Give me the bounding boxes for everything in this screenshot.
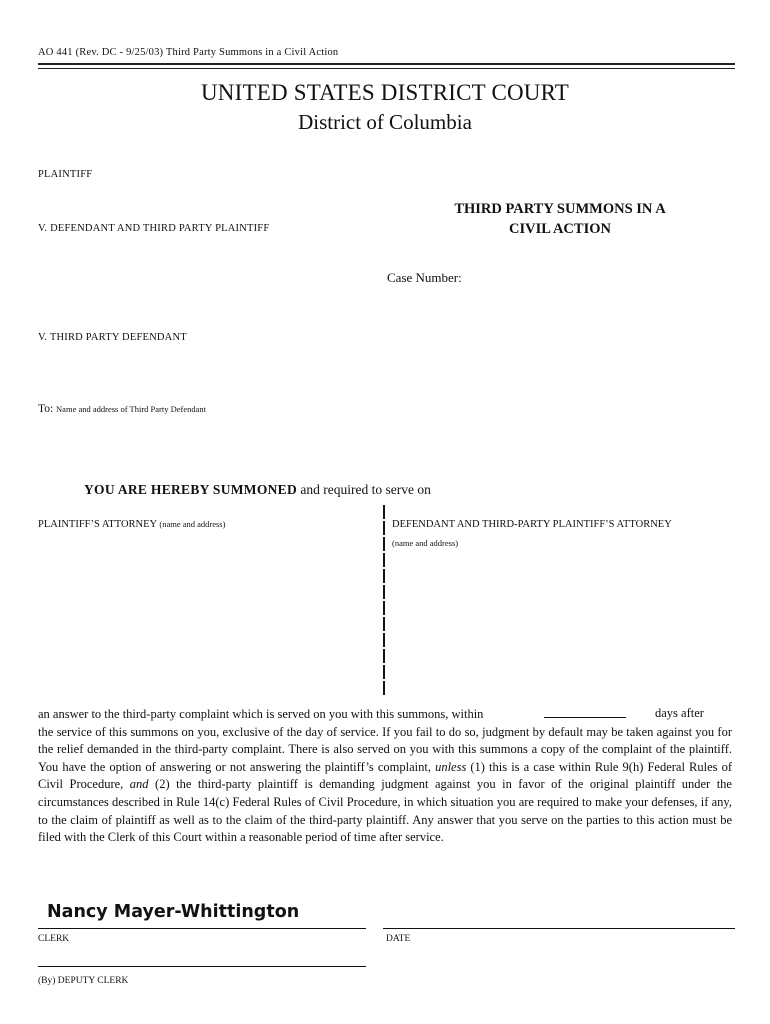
divider-bar xyxy=(383,505,385,519)
divider-bar xyxy=(383,537,385,551)
divider-bar xyxy=(383,601,385,615)
days-after-label: days after xyxy=(655,706,704,720)
to-hint: Name and address of Third Party Defendant xyxy=(56,404,207,414)
answer-text-3: (2) the third-party plaintiff is demanding judgment against you in favor of the original plaintiff under the circumstances described in Rule 14(c) Federal Rules of Civil Procedure, in which situation you are required to make your defenses, if any, to the claim of plaintiff as well as to the claim of the third-party plaintiff. Any answer that you serve on the parties to this action must be filed with the Clerk of this Court within a reasonable period of time after service. xyxy=(38,777,732,845)
third-party-defendant-label: V. THIRD PARTY DEFENDANT xyxy=(38,332,187,343)
district-name: District of Columbia xyxy=(298,110,472,134)
clerk-signature: Nancy Mayer-Whittington xyxy=(47,902,300,922)
divider-bar xyxy=(383,633,385,647)
plaintiff-attorney-title: PLAINTIFF’S ATTORNEY xyxy=(38,519,160,530)
divider-bar xyxy=(383,569,385,583)
court-title: UNITED STATES DISTRICT COURT xyxy=(200,80,570,105)
to-label: To: xyxy=(38,403,57,415)
plaintiff-attorney-hint: (name and address) xyxy=(159,519,226,529)
plaintiff-label: PLAINTIFF xyxy=(38,169,93,180)
divider-bar xyxy=(383,553,385,567)
to-line xyxy=(38,403,206,415)
form-id: AO 441 (Rev. DC - 9/25/03) Third Party Summons in a Civil Action xyxy=(38,47,339,58)
date-line[interactable] xyxy=(383,928,735,929)
summons-title-line2: CIVIL ACTION xyxy=(509,221,611,237)
case-number-label: Case Number: xyxy=(387,270,462,285)
defendant-label: V. DEFENDANT AND THIRD PARTY PLAINTIFF xyxy=(38,223,270,234)
defendant-attorney-hint: (name and address) xyxy=(392,538,459,548)
header-rule-thin xyxy=(38,68,735,69)
header-rule-thick xyxy=(38,63,735,65)
hereby-summoned xyxy=(84,482,431,498)
divider-bar xyxy=(383,617,385,631)
deputy-clerk-line[interactable] xyxy=(38,966,366,967)
answer-text-2: (1) this is a case within Rule 9(h) Federal Rules of Civil Procedure, xyxy=(38,759,732,792)
date-label: DATE xyxy=(386,934,411,944)
divider-bar xyxy=(383,665,385,679)
clerk-label: CLERK xyxy=(38,934,70,944)
answer-and: and xyxy=(129,777,149,792)
hereby-rest: and required to serve on xyxy=(297,482,431,497)
divider-bar xyxy=(383,585,385,599)
divider-bar xyxy=(383,521,385,535)
divider-bar xyxy=(383,681,385,695)
hereby-bold: YOU ARE HEREBY SUMMONED xyxy=(84,482,298,497)
answer-intro: an answer to the third-party complaint which is served on you with this summons, within xyxy=(38,707,484,721)
summons-title-line1: THIRD PARTY SUMMONS IN A xyxy=(454,201,666,217)
defendant-attorney-label: DEFENDANT AND THIRD-PARTY PLAINTIFF’S ATTORNEY xyxy=(392,519,672,530)
answer-unless: unless xyxy=(435,759,467,774)
clerk-signature-line xyxy=(38,928,366,929)
divider-bar xyxy=(383,649,385,663)
summons-title xyxy=(395,199,725,239)
answer-text-1: the service of this summons on you, exclusive of the day of service. If you fail to do so, judgment by default may be taken against you for the relief demanded in the third-party complaint. There is also served on you with this summons a copy of the complaint of the plaintiff. You have the option of answering or not answering the plaintiff’s complaint, xyxy=(38,724,732,774)
deputy-clerk-label: (By) DEPUTY CLERK xyxy=(38,976,129,986)
answer-paragraph xyxy=(38,706,732,847)
days-blank-field[interactable] xyxy=(544,717,626,718)
plaintiff-attorney-label xyxy=(38,519,225,530)
